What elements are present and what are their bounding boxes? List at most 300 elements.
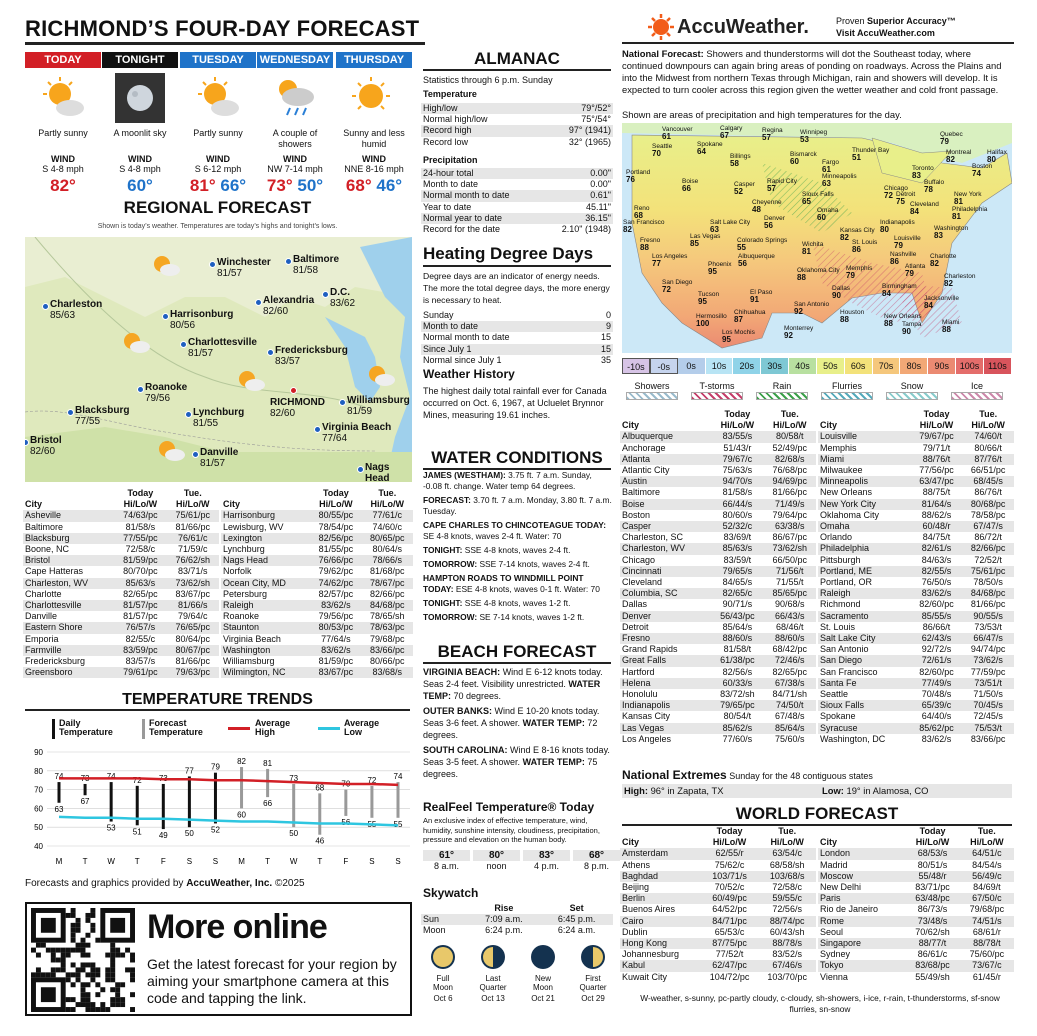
table-row: Dublin 65/53/c 60/43/sh bbox=[622, 926, 805, 937]
table-row: Portland, ME 82/55/s 75/61/pc bbox=[818, 566, 1014, 577]
scale-cell: 10s bbox=[706, 358, 734, 374]
forecast-temps bbox=[180, 176, 256, 196]
table-row: Philadelphia 82/61/s 82/66/pc bbox=[818, 543, 1014, 554]
table-row: Normal month to date 0.61" bbox=[423, 190, 611, 201]
table-row: Atlantic City 75/63/s 76/68/pc bbox=[622, 465, 808, 476]
table-row: Staunton 80/53/pc 78/63/pc bbox=[221, 622, 413, 633]
almanac-precip-heading: Precipitation bbox=[423, 155, 478, 165]
table-row: Louisville 79/67/pc 74/60/t bbox=[818, 431, 1014, 442]
table-row: Baghdad 103/71/s 103/68/s bbox=[620, 871, 816, 882]
us-map-city: Toronto 83 bbox=[912, 165, 934, 180]
high-label: 74 bbox=[393, 772, 403, 782]
us-map-city: New Orleans 88 bbox=[884, 313, 922, 328]
table-row: Greensboro 79/61/pc 79/63/pc bbox=[23, 667, 219, 678]
high-temp: 82° bbox=[50, 176, 76, 195]
table-row: Cincinnati 79/65/s 71/56/t bbox=[620, 566, 816, 577]
weather-history-title: Weather History bbox=[423, 367, 515, 381]
weather-icon bbox=[257, 68, 333, 128]
low-label: 51 bbox=[132, 827, 142, 837]
us-map-city: Fresno 88 bbox=[640, 237, 661, 252]
table-row: Bristol 81/59/pc 76/62/sh bbox=[23, 555, 219, 566]
city-marker bbox=[162, 313, 169, 320]
table-row: Month to date 9 bbox=[423, 321, 611, 332]
us-map-city: Boise 66 bbox=[682, 178, 699, 193]
table-row: Virginia Beach 77/64/s 79/68/pc bbox=[223, 633, 405, 644]
moon-phase: New Moon Oct 21 bbox=[518, 944, 568, 1003]
scale-cell: 80s bbox=[900, 358, 928, 374]
map-city: Bristol 82/60 bbox=[30, 435, 62, 457]
high-label: 74 bbox=[54, 772, 64, 782]
forecast-temps bbox=[102, 176, 178, 196]
table-row: San Diego 72/61/s 73/62/s bbox=[818, 655, 1014, 666]
legend-swatch bbox=[691, 392, 743, 400]
table-row: Roanoke 79/56/pc 78/65/sh bbox=[223, 611, 405, 622]
weather-icon bbox=[25, 68, 101, 128]
table-row: Berlin 60/49/pc 59/55/c bbox=[620, 893, 816, 904]
x-tick: W bbox=[289, 857, 298, 866]
table-row: Baltimore 81/58/s 81/66/pc bbox=[25, 521, 211, 532]
map-city: Charlottesville 81/57 bbox=[188, 337, 257, 359]
table-row: Sioux Falls 65/39/c 70/45/s bbox=[818, 700, 1014, 711]
city-marker bbox=[267, 349, 274, 356]
us-map-city: Miami 88 bbox=[942, 319, 960, 334]
table-row: Madrid 80/51/s 84/54/s bbox=[820, 859, 1002, 870]
qr-code-icon[interactable] bbox=[31, 908, 135, 1012]
table-row: Seoul 70/62/sh 68/61/r bbox=[820, 926, 1001, 937]
us-map-city: El Paso 91 bbox=[750, 289, 773, 304]
moon-icon bbox=[530, 944, 556, 970]
table-row: Richmond 82/60/pc 81/66/pc bbox=[820, 599, 1006, 610]
beach-title: BEACH FORECAST bbox=[423, 642, 611, 664]
table-row: Raleigh 83/62/s 84/68/pc bbox=[221, 600, 413, 611]
water-item: TONIGHT: SSE 4-8 knots, waves 2-4 ft. bbox=[423, 545, 571, 555]
table-row: Atlanta 79/67/c 82/68/s bbox=[620, 454, 816, 465]
us-map-city: Omaha 60 bbox=[817, 207, 839, 222]
wind-label: WIND bbox=[362, 154, 386, 164]
low-temp: 66° bbox=[220, 176, 247, 195]
extremes-values: High: 96° in Zapata, TX Low: 19° in Alamosa, CO bbox=[622, 784, 1012, 798]
scale-cell: 0s bbox=[678, 358, 706, 374]
legend-swatch bbox=[951, 392, 1003, 400]
hdd-table bbox=[421, 310, 613, 366]
table-row: Normal year to date 36.15" bbox=[423, 212, 611, 223]
table-row: Pittsburgh 84/63/s 72/52/t bbox=[820, 554, 1002, 565]
table-row: Rio de Janeiro 86/73/s 79/68/pc bbox=[820, 904, 1005, 915]
weather-key: W-weather, s-sunny, pc-partly cloudy, c-cloudy, sh-showers, i-ice, r-rain, t-thunderstorms, sf-snow flurries, sn-snow bbox=[640, 993, 1000, 1014]
water-title: WATER CONDITIONS bbox=[423, 448, 611, 470]
us-map-city: Quebec 79 bbox=[940, 131, 963, 146]
table-row: Detroit 85/64/s 68/46/t bbox=[622, 621, 804, 632]
legend-item: Snow bbox=[882, 381, 942, 400]
us-map-city: Los Mochis 95 bbox=[722, 329, 755, 344]
us-map-city: New York 81 bbox=[954, 191, 982, 206]
sun-icon bbox=[120, 329, 150, 357]
almanac-temp-table bbox=[421, 103, 613, 148]
scale-cell: 100s bbox=[956, 358, 984, 374]
water-item: CAPE CHARLES TO CHINCOTEAGUE TODAY: SE 4-8 knots, waves 2-4 ft. Water: 70 bbox=[423, 520, 607, 541]
table-row: Memphis 79/71/t 80/66/t bbox=[820, 442, 1002, 453]
wind-value: NW 7-14 mph bbox=[267, 164, 323, 174]
legend-swatch bbox=[886, 392, 938, 400]
city-marker bbox=[339, 399, 346, 406]
table-row: Buenos Aires 64/52/pc 72/56/s bbox=[622, 904, 802, 915]
table-row: Harrisonburg 80/55/pc 77/61/c bbox=[221, 510, 413, 521]
realfeel-item: 68° 8 p.m. bbox=[573, 850, 620, 871]
world-table-right: Today Tue. City Hi/Lo/W Hi/Lo/W London 68/53/s 64/51/c Madrid 80/51/s 84/54/s Moscow 55/48/r 56/49/c New Delhi 83/71/pc 84/69/t Paris 63/48/pc 67/50/c Rio de Janeiro 86/73/s 79/68/pc Rome 73/48/s 74/51/s Seoul 70/62/sh 68/61/r Singapore 88/77/t 88/78/t Sydney 86/61/c 75/60/pc Tokyo 83/68/pc 73/67/c Vienna 55/49/sh 61/45/r bbox=[818, 826, 1014, 983]
table-row: Lexington 82/56/pc 80/65/pc bbox=[221, 533, 413, 544]
sun-icon bbox=[155, 437, 185, 465]
us-map-city: Winnipeg 53 bbox=[800, 129, 828, 144]
table-row: Cairo 84/71/pc 88/74/pc bbox=[620, 916, 816, 927]
x-tick: W bbox=[107, 857, 115, 866]
city-marker bbox=[322, 291, 329, 298]
us-map-city: Salt Lake City 63 bbox=[710, 219, 751, 234]
us-map-city: St. Louis 86 bbox=[852, 239, 878, 254]
scale-cell: 90s bbox=[928, 358, 956, 374]
us-map-city: Rapid City 57 bbox=[767, 178, 797, 193]
high-label: 74 bbox=[106, 772, 116, 782]
table-row: Ocean City, MD 74/62/pc 78/67/pc bbox=[221, 578, 413, 589]
city-marker bbox=[180, 341, 187, 348]
us-map-city: San Antonio 92 bbox=[794, 301, 830, 316]
table-row: San Francisco 82/60/pc 77/59/pc bbox=[820, 666, 1006, 677]
realfeel-item: 80° noon bbox=[473, 850, 520, 871]
legend-item: Flurries bbox=[817, 381, 877, 400]
map-city: Fredericksburg 83/57 bbox=[275, 345, 348, 367]
forecast-temps bbox=[336, 176, 412, 196]
table-row: Austin 94/70/s 94/69/pc bbox=[620, 476, 816, 487]
forecast-day-3 bbox=[257, 52, 333, 196]
national-extremes: National Extremes Sunday for the 48 contiguous states bbox=[622, 768, 873, 782]
table-row: Washington, DC 83/62/s 83/66/pc bbox=[820, 733, 1006, 744]
legend-swatch bbox=[821, 392, 873, 400]
us-table-right: Today Tue. City Hi/Lo/W Hi/Lo/W Louisville 79/67/pc 74/60/t Memphis 79/71/t 80/66/t Miami 88/76/t 87/76/t Milwaukee 77/56/pc 66/51/pc Minneapolis 63/47/pc 68/45/s New Orleans 88/75/t 86/76/t New York City 81/64/s 80/68/pc Oklahoma City 88/62/s 78/58/pc Omaha 60/48/r 67/47/s Orlando 84/75/t 86/72/t Philadelphia 82/61/s 82/66/pc Pittsburgh 84/63/s 72/52/t Portland, ME 82/55/s 75/61/pc Portland, OR 76/50/s 78/50/s Raleigh 83/62/s 84/68/pc Richmond 82/60/pc 81/66/pc Sacramento 85/55/s 90/55/s St. Louis 86/66/t 73/53/t Salt Lake City 62/43/s 66/47/s San Antonio 92/72/s 94/74/pc San Diego 72/61/s 73/62/s San Francisco 82/60/pc 77/59/pc Santa Fe 77/49/s 73/51/t Seattle 70/48/s 71/50/s Sioux Falls 65/39/c 70/45/s Spokane 64/40/s 72/45/s Syracuse 85/62/pc 75/53/t Washington, DC 83/62/s 83/66/pc bbox=[818, 409, 1014, 745]
low-label: 50 bbox=[289, 829, 299, 839]
table-row: New Delhi 83/71/pc 84/69/t bbox=[820, 882, 1001, 893]
table-row: Williamsburg 81/59/pc 80/66/pc bbox=[223, 656, 405, 667]
map-city: Nags Head bbox=[365, 462, 390, 482]
water-item: TOMORROW: SSE 7-14 knots, waves 2-4 ft. bbox=[423, 559, 590, 569]
forecast-day-label: TONIGHT bbox=[102, 52, 178, 68]
weather-history-text: The highest daily total rainfall ever for Canada occurred on Oct. 6, 1967, at Ucluelet Brynnor Mines, measuring 19.61 inches. bbox=[423, 386, 607, 420]
realfeel-values bbox=[423, 850, 613, 878]
table-row: Albuquerque 83/55/s 80/58/t bbox=[620, 431, 816, 442]
high-temp: 81° bbox=[189, 176, 216, 195]
accuweather-logo-icon bbox=[648, 14, 674, 42]
table-row: Miami 88/76/t 87/76/t bbox=[818, 454, 1014, 465]
table-row: Vienna 55/49/sh 61/45/r bbox=[820, 971, 1001, 982]
table-row: Charlottesville 81/57/pc 81/66/s bbox=[23, 600, 219, 611]
table-row: Since July 1 15 bbox=[423, 343, 611, 354]
us-map-city: Halifax 80 bbox=[987, 149, 1007, 164]
x-tick: M bbox=[238, 857, 245, 866]
almanac-stats: Statistics through 6 p.m. Sunday bbox=[423, 75, 553, 85]
us-map-city: Hermosillo 100 bbox=[696, 313, 727, 328]
y-tick: 80 bbox=[34, 766, 43, 776]
table-row: New Orleans 88/75/t 86/76/t bbox=[820, 487, 1002, 498]
map-city: Williamsburg 81/59 bbox=[347, 395, 410, 417]
us-map-city: Boston 74 bbox=[972, 163, 993, 178]
us-map-city: Wichita 81 bbox=[802, 241, 824, 256]
scale-cell: 40s bbox=[789, 358, 817, 374]
weather-icon bbox=[180, 68, 256, 128]
us-map-city: Regina 57 bbox=[762, 127, 783, 142]
table-row: Tokyo 83/68/pc 73/67/c bbox=[818, 960, 1014, 971]
forecast-title: RICHMOND’S FOUR-DAY FORECAST bbox=[25, 16, 425, 45]
more-online-body: Get the latest forecast for your region by aiming your smartphone camera at this code and tapping the link. bbox=[147, 956, 397, 1006]
table-row: Month to date 0.00" bbox=[423, 179, 611, 190]
city-marker bbox=[255, 299, 262, 306]
us-map-city: Seattle 70 bbox=[652, 143, 673, 158]
us-map-city: Sioux Falls 65 bbox=[802, 191, 834, 206]
table-row: London 68/53/s 64/51/c bbox=[818, 848, 1014, 859]
us-map-city: Thunder Bay 51 bbox=[852, 147, 890, 162]
accuweather-tagline: Proven Superior Accuracy™ bbox=[836, 16, 956, 26]
forecast-temps bbox=[25, 176, 101, 196]
city-marker bbox=[314, 426, 321, 433]
us-map-city: Vancouver 61 bbox=[662, 126, 693, 141]
us-map-city: San Diego 72 bbox=[662, 279, 693, 294]
wind-value: S 6-12 mph bbox=[194, 164, 242, 174]
hdd-title: Heating Degree Days bbox=[423, 244, 611, 267]
table-row: Beijing 70/52/c 72/58/c bbox=[622, 882, 802, 893]
us-map-city: Spokane 64 bbox=[697, 141, 723, 156]
high-label: 72 bbox=[367, 775, 377, 785]
map-city: RICHMOND 82/60 bbox=[270, 397, 325, 419]
table-row: Kuwait City 104/72/pc 103/70/pc bbox=[622, 971, 807, 982]
city-marker bbox=[209, 261, 216, 268]
table-row: Raleigh 83/62/s 84/68/pc bbox=[818, 588, 1014, 599]
table-row: Paris 63/48/pc 67/50/c bbox=[818, 893, 1014, 904]
table-row: Dallas 90/71/s 90/68/s bbox=[622, 599, 805, 610]
city-marker bbox=[357, 466, 364, 473]
us-map-city: Las Vegas 85 bbox=[690, 233, 721, 248]
x-tick: T bbox=[134, 857, 140, 866]
sun-icon bbox=[150, 252, 180, 280]
moon-icon bbox=[480, 944, 506, 970]
us-map-city: Detroit 75 bbox=[896, 191, 916, 206]
realfeel-item: 83° 4 p.m. bbox=[523, 850, 570, 871]
table-row: Indianapolis 79/65/pc 74/50/t bbox=[620, 700, 816, 711]
x-tick: T bbox=[82, 857, 88, 866]
forecast-condition: Partly sunny bbox=[193, 128, 243, 138]
table-row: Honolulu 83/72/sh 84/71/sh bbox=[622, 689, 808, 700]
low-label: 60 bbox=[237, 810, 246, 820]
regional-title: REGIONAL FORECAST bbox=[123, 198, 312, 217]
table-row: High/low 79°/52° bbox=[423, 103, 611, 113]
high-label: 73 bbox=[158, 773, 168, 783]
us-map bbox=[622, 123, 1012, 353]
high-label: 73 bbox=[80, 773, 90, 783]
map-city: D.C. 83/62 bbox=[330, 287, 356, 309]
wind-label: WIND bbox=[51, 154, 75, 164]
high-label: 68 bbox=[315, 783, 325, 793]
us-map-city: Colorado Springs 55 bbox=[737, 237, 788, 252]
low-label: 63 bbox=[54, 804, 64, 814]
regional-map bbox=[25, 237, 412, 482]
high-label: 82 bbox=[237, 757, 246, 767]
low-label: 67 bbox=[80, 797, 90, 807]
table-row: Boone, NC 72/58/c 71/59/c bbox=[25, 544, 208, 555]
table-row: Charleston, WV 85/63/s 73/62/sh bbox=[23, 578, 219, 589]
high-label: 79 bbox=[211, 762, 220, 772]
city-marker bbox=[185, 411, 192, 418]
us-map-city: Calgary 67 bbox=[720, 125, 743, 140]
legend-item: Rain bbox=[752, 381, 812, 400]
us-map-city: Montreal 82 bbox=[946, 149, 972, 164]
temperature-trend-chart bbox=[25, 746, 415, 872]
table-row: Normal since July 1 35 bbox=[423, 354, 611, 365]
realfeel-item: 61° 8 a.m. bbox=[423, 850, 470, 871]
us-map-city: Houston 88 bbox=[840, 309, 865, 324]
city-marker bbox=[67, 409, 74, 416]
x-tick: S bbox=[186, 857, 193, 866]
high-label: 81 bbox=[263, 758, 273, 768]
moon-phase: Last Quarter Oct 13 bbox=[468, 944, 518, 1003]
weather-icon bbox=[102, 68, 178, 128]
legend-swatch bbox=[626, 392, 678, 400]
us-map-city: Minneapolis 63 bbox=[822, 173, 857, 188]
low-label: 55 bbox=[367, 819, 377, 829]
regional-table-left: Today Tue. City Hi/Lo/W Hi/Lo/W Asheville 74/63/pc 75/61/pc Baltimore 81/58/s 81/66/pc Blacksburg 77/55/pc 76/61/c Boone, NC 72/58/c 71/59/c Bristol 81/59/pc 76/62/sh Cape Hatteras 80/70/pc 83/71/s Charleston, WV 85/63/s 73/62/sh Charlotte 82/65/pc 83/67/pc Charlottesville 81/57/pc 81/66/s Danville 81/57/pc 79/64/c Eastern Shore 76/57/s 76/65/pc Emporia 82/55/c 80/64/pc Farmville 83/59/pc 80/67/pc Fredericksburg 83/57/s 81/66/pc Greensboro 79/61/pc 79/63/pc bbox=[23, 488, 219, 678]
almanac-temp-heading: Temperature bbox=[423, 89, 477, 99]
wind-value: S 4-8 mph bbox=[119, 164, 161, 174]
high-label: 72 bbox=[132, 775, 142, 785]
map-city: Harrisonburg 80/56 bbox=[170, 309, 234, 331]
low-label: 56 bbox=[341, 817, 351, 827]
table-row: Hong Kong 87/75/pc 88/78/s bbox=[620, 938, 816, 949]
map-city: Danville 81/57 bbox=[200, 447, 239, 469]
table-row: Sydney 86/61/c 75/60/pc bbox=[820, 949, 1005, 960]
table-row: Syracuse 85/62/pc 75/53/t bbox=[818, 723, 1014, 734]
water-item: TOMORROW: SE 7-14 knots, waves 1-2 ft. bbox=[423, 612, 585, 622]
credit: Forecasts and graphics provided by AccuWeather, Inc. ©2025 bbox=[25, 878, 305, 889]
table-row: Omaha 60/48/r 67/47/s bbox=[818, 521, 1014, 532]
high-temp: 73° bbox=[266, 176, 293, 195]
table-row: Milwaukee 77/56/pc 66/51/pc bbox=[820, 465, 1006, 476]
forecast-day-0 bbox=[25, 52, 101, 196]
map-city: Winchester 81/57 bbox=[217, 257, 271, 279]
forecast-condition: Partly sunny bbox=[38, 128, 88, 138]
table-row: Kansas City 80/54/t 67/48/s bbox=[622, 711, 805, 722]
table-row: Record high 97° (1941) bbox=[423, 125, 611, 136]
us-map-city: Jacksonville 84 bbox=[924, 295, 960, 310]
x-tick: S bbox=[212, 857, 219, 866]
regional-table-right: Today Tue. City Hi/Lo/W Hi/Lo/W Harrisonburg 80/55/pc 77/61/c Lewisburg, WV 78/54/pc 74/60/c Lexington 82/56/pc 80/65/pc Lynchburg 81/55/pc 80/64/s Nags Head 76/66/pc 78/66/s Norfolk 79/62/pc 81/68/pc Ocean City, MD 74/62/pc 78/67/pc Petersburg 82/57/pc 82/66/pc Raleigh 83/62/s 84/68/pc Roanoke 79/56/pc 78/65/sh Staunton 80/53/pc 78/63/pc Virginia Beach 77/64/s 79/68/pc Washington 83/62/s 83/66/pc Williamsburg 81/59/pc 80/66/pc Wilmington, NC 83/67/pc 83/68/s bbox=[221, 488, 413, 678]
table-row: Santa Fe 77/49/s 73/51/t bbox=[818, 678, 1014, 689]
table-row: Charlotte 82/65/pc 83/67/pc bbox=[25, 588, 211, 599]
us-map-city: Albuquerque 56 bbox=[738, 253, 775, 268]
map-city: Baltimore 81/58 bbox=[293, 254, 340, 276]
table-row: Casper 52/32/c 63/38/s bbox=[620, 521, 816, 532]
us-map-city: Charleston 82 bbox=[944, 273, 976, 288]
table-row: Charleston, SC 83/69/t 86/67/pc bbox=[622, 532, 808, 543]
us-map-city: Memphis 79 bbox=[846, 265, 873, 280]
wind-value: S 4-8 mph bbox=[42, 164, 84, 174]
skywatch-title: Skywatch bbox=[423, 886, 479, 900]
table-row: Amsterdam 62/55/r 63/54/c bbox=[620, 848, 816, 859]
low-label: 49 bbox=[158, 831, 168, 841]
us-map-city: Buffalo 78 bbox=[924, 179, 945, 194]
temperature-scale bbox=[622, 358, 1012, 374]
map-city: Blacksburg 77/55 bbox=[75, 405, 130, 427]
us-map-city: Washington 83 bbox=[934, 225, 969, 240]
legend-item: T-storms bbox=[687, 381, 747, 400]
us-map-city: Los Angeles 77 bbox=[652, 253, 688, 268]
low-label: 66 bbox=[263, 799, 273, 809]
scale-cell: 110s bbox=[984, 358, 1012, 374]
table-row: Farmville 83/59/pc 80/67/pc bbox=[23, 645, 219, 656]
forecast-day-label: THURSDAY bbox=[336, 52, 412, 68]
map-city: Lynchburg 81/55 bbox=[193, 407, 245, 429]
precip-legend bbox=[622, 381, 1012, 403]
forecast-day-2 bbox=[180, 52, 256, 196]
table-row: Great Falls 61/38/pc 72/46/s bbox=[620, 655, 816, 666]
table-row: Columbia, SC 82/65/c 85/65/pc bbox=[620, 588, 816, 599]
sun-icon bbox=[365, 362, 395, 390]
table-row: Nags Head 76/66/pc 78/66/s bbox=[221, 555, 413, 566]
high-label: 77 bbox=[184, 766, 194, 776]
us-map-city: Reno 68 bbox=[634, 205, 650, 220]
city-marker bbox=[137, 386, 144, 393]
y-tick: 70 bbox=[34, 785, 43, 795]
low-label: 52 bbox=[211, 825, 220, 835]
table-row: Minneapolis 63/47/pc 68/45/s bbox=[818, 476, 1014, 487]
accuweather-link[interactable]: Visit AccuWeather.com bbox=[836, 28, 935, 38]
sun-icon bbox=[235, 367, 265, 395]
us-map-city: Nashville 86 bbox=[890, 251, 917, 266]
us-map-city: Cheyenne 48 bbox=[752, 199, 782, 214]
realfeel-title: RealFeel Temperature® Today bbox=[423, 800, 595, 814]
scale-cell: -10s bbox=[622, 358, 650, 374]
trends-title: TEMPERATURE TRENDS bbox=[25, 691, 410, 711]
low-label: 46 bbox=[315, 836, 325, 846]
forecast-day-1 bbox=[102, 52, 178, 196]
table-row: Fredericksburg 83/57/s 81/66/pc bbox=[25, 656, 211, 667]
y-tick: 40 bbox=[34, 842, 43, 851]
us-map-city: Oklahoma City 88 bbox=[797, 267, 840, 282]
table-row: Boston 80/60/s 79/64/pc bbox=[622, 509, 808, 520]
forecast-temps bbox=[257, 176, 333, 196]
table-row: Lynchburg 81/55/pc 80/64/s bbox=[223, 544, 403, 555]
x-tick: S bbox=[395, 857, 401, 866]
forecast-day-label: TODAY bbox=[25, 52, 101, 68]
table-row: Charleston, WV 85/63/s 73/62/sh bbox=[620, 543, 816, 554]
moon-phase: First Quarter Oct 29 bbox=[568, 944, 618, 1003]
y-tick: 90 bbox=[34, 748, 43, 757]
map-city: Roanoke 79/56 bbox=[145, 382, 188, 404]
table-row: Normal high/low 75°/54° bbox=[423, 114, 611, 125]
high-temp: 68° bbox=[345, 176, 372, 195]
table-row: Spokane 64/40/s 72/45/s bbox=[820, 711, 1003, 722]
table-row: Lewisburg, WV 78/54/pc 74/60/c bbox=[223, 521, 403, 532]
table-row: Oklahoma City 88/62/s 78/58/pc bbox=[820, 509, 1006, 520]
table-row: Year to date 45.11" bbox=[423, 201, 611, 212]
table-row: Anchorage 51/43/r 52/49/pc bbox=[622, 442, 808, 453]
trends-legend: Daily Temperature Forecast Temperature Average High Average Low bbox=[25, 713, 410, 745]
us-map-city: Fargo 61 bbox=[822, 159, 839, 174]
national-forecast: National Forecast: Showers and thunderstorms will dot the Southeast today, where continued downpours can again bring areas of ponding on roadways. Across the Plains and into the Midwest from northern Texas through Michigan, rain and showers will develop. It is expected to turn cooler across this region given the wetter weather and cold front passage. bbox=[622, 48, 1002, 95]
table-row: Chicago 83/59/t 66/50/pc bbox=[622, 554, 808, 565]
table-row: Record for the date 2.10" (1948) bbox=[423, 224, 611, 235]
water-item: JAMES (WESTHAM): 3.75 ft. 7 a.m. Sunday, -0.08 ft. change. Water temp 64 degrees. bbox=[423, 470, 592, 491]
table-row: Sacramento 85/55/s 90/55/s bbox=[818, 611, 1014, 622]
moon-phase: Full Moon Oct 6 bbox=[418, 944, 468, 1003]
us-map-city: Kansas City 82 bbox=[840, 227, 875, 242]
city-marker bbox=[290, 387, 297, 394]
water-item: TONIGHT: SSE 4-8 knots, waves 1-2 ft. bbox=[423, 598, 571, 608]
table-row: Baltimore 81/58/s 81/66/pc bbox=[622, 487, 808, 498]
